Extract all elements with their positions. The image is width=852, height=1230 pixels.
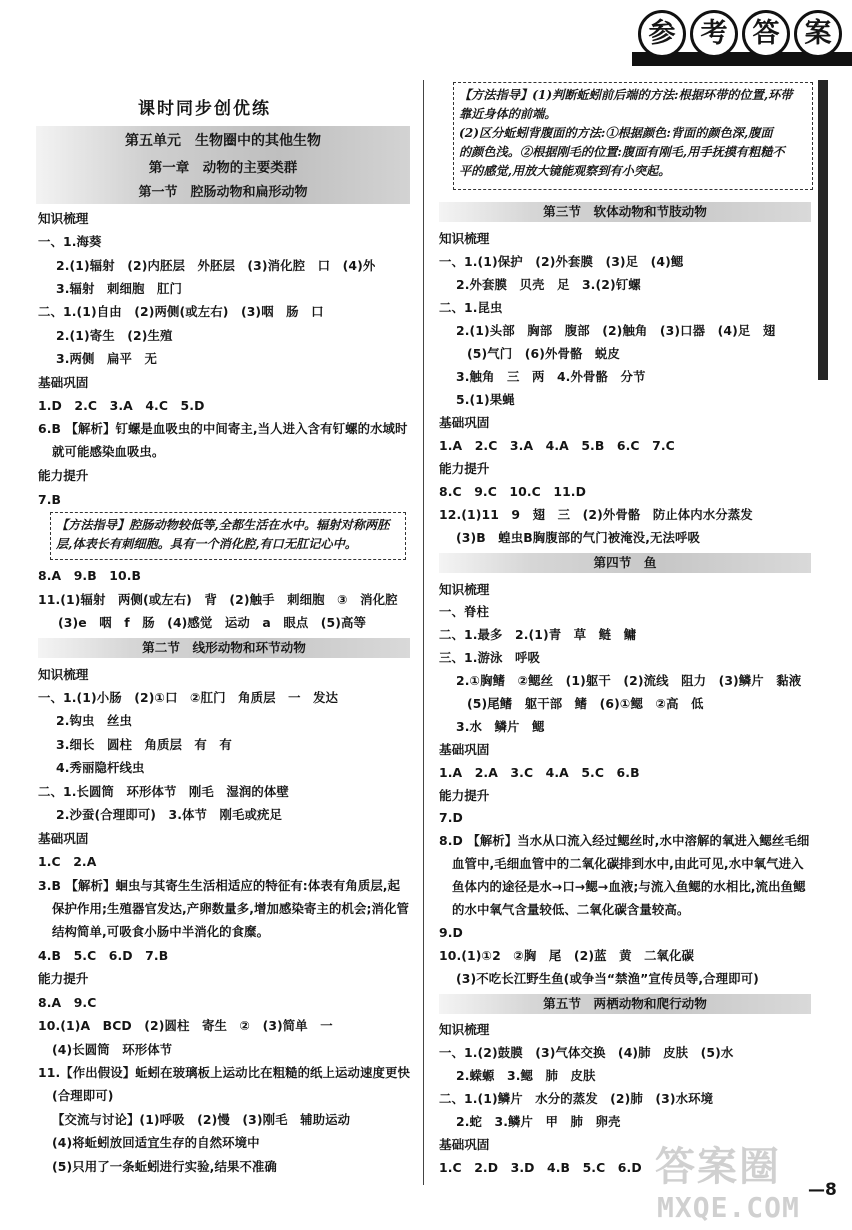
answer-line: 6.B 【解析】钉螺是血吸虫的中间寄主,当人进入含有钉螺的水域时: [38, 421, 408, 436]
banner-char: 考: [690, 10, 738, 58]
heading-basic: 基础巩固: [439, 742, 490, 757]
answer-banner: [632, 10, 852, 72]
watermark-url: MXQE.COM: [657, 1191, 800, 1224]
heading-knowledge: 知识梳理: [439, 231, 490, 246]
answer-line: 2.(1)辐射 (2)内胚层 外胚层 (3)消化腔 口 (4)外: [56, 258, 376, 273]
answer-line: 1.C 2.D 3.D 4.B 5.C 6.D: [439, 1160, 642, 1175]
answer-line: 1.D 2.C 3.A 4.C 5.D: [38, 398, 205, 413]
answer-line: 3.B 【解析】蛔虫与其寄生生活相适应的特征有:体表有角质层,起: [38, 878, 401, 893]
answer-line: 二、1.长圆筒 环形体节 刚毛 湿润的体壁: [38, 784, 289, 799]
banner-char: 案: [794, 10, 842, 58]
answer-line: 2.外套膜 贝壳 足 3.(2)钉螺: [456, 277, 641, 292]
answer-line: (3)B 蝗虫B胸腹部的气门被淹没,无法呼吸: [456, 530, 700, 545]
section-title: 第一节 腔肠动物和扁形动物: [138, 185, 308, 200]
method-tip-line: 【方法指导】腔肠动物较低等,全都生活在水中。辐射对称两胚: [56, 518, 390, 532]
answer-line: 1.A 2.A 3.C 4.A 5.C 6.B: [439, 765, 640, 780]
answer-line: (4)长圆筒 环形体节: [52, 1042, 173, 1057]
answer-line: 2.沙蚕(合理即可) 3.体节 刚毛或疣足: [56, 807, 282, 822]
answer-line: 就可能感染血吸虫。: [52, 444, 165, 459]
answer-line: (合理即可): [52, 1088, 114, 1103]
method-tip-line: (2)区分蚯蚓背腹面的方法:①根据颜色:背面的颜色深,腹面: [459, 126, 773, 140]
answer-line: 一、1.(1)保护 (2)外套膜 (3)足 (4)鳃: [439, 254, 684, 269]
banner-char: 答: [742, 10, 790, 58]
answer-line: (5)只用了一条蚯蚓进行实验,结果不准确: [52, 1159, 277, 1174]
heading-ability: 能力提升: [439, 461, 490, 476]
answer-line: (5)尾鳍 躯干部 鳍 (6)①鳃 ②高 低: [467, 696, 704, 711]
answer-line: 5.(1)果蝇: [456, 392, 515, 407]
section-band: 第三节 软体动物和节肢动物: [439, 202, 811, 222]
heading-ability: 能力提升: [38, 971, 89, 986]
answer-line: 血管中,毛细血管中的二氧化碳排到水中,由此可见,水中氧气进入: [452, 856, 804, 871]
answer-line: 2.蛇 3.鳞片 甲 肺 卵壳: [456, 1114, 621, 1129]
answer-line: 12.(1)11 9 翅 三 (2)外骨骼 防止体内水分蒸发: [439, 507, 753, 522]
answer-line: (3)不吃长江野生鱼(或争当“禁渔”宣传员等,合理即可): [456, 971, 759, 986]
heading-basic: 基础巩固: [38, 375, 89, 390]
answer-line: 一、脊柱: [439, 604, 489, 619]
answer-line: 11.【作出假设】蚯蚓在玻璃板上运动比在粗糙的纸上运动速度更快: [38, 1065, 410, 1080]
column-divider: [423, 80, 424, 1185]
answer-line: 7.B: [38, 492, 62, 507]
heading-ability: 能力提升: [439, 788, 490, 803]
answer-line: 鱼体内的途径是水→口→鳃→血液;与流入鱼鳃的水相比,流出鱼鳃: [452, 879, 806, 894]
method-tip-box: [453, 82, 813, 190]
heading-ability: 能力提升: [38, 468, 89, 483]
answer-line: (4)将蚯蚓放回适宜生存的自然环境中: [52, 1135, 260, 1150]
section-band: 第五节 两栖动物和爬行动物: [439, 994, 811, 1014]
answer-line: 1.A 2.C 3.A 4.A 5.B 6.C 7.C: [439, 438, 675, 453]
heading-basic: 基础巩固: [38, 831, 89, 846]
answer-line: 3.触角 三 两 4.外骨骼 分节: [456, 369, 646, 384]
answer-line: 2.(1)寄生 (2)生殖: [56, 328, 173, 343]
answer-line: 二、1.(1)自由 (2)两侧(或左右) (3)咽 肠 口: [38, 304, 324, 319]
answer-line: 2.钩虫 丝虫: [56, 713, 132, 728]
answer-line: 一、1.(1)小肠 (2)①口 ②肛门 角质层 一 发达: [38, 690, 339, 705]
unit-heading-box: [36, 126, 410, 204]
answer-line: 2.(1)头部 胸部 腹部 (2)触角 (3)口器 (4)足 翅: [456, 323, 776, 338]
method-tip-line: 【方法指导】(1)判断蚯蚓前后端的方法:根据环带的位置,环带: [459, 88, 793, 102]
answer-line: 一、1.海葵: [38, 234, 102, 249]
answer-line: 二、1.最多 2.(1)青 草 鲢 鳙: [439, 627, 637, 642]
method-tip-line: 靠近身体的前端。: [459, 107, 557, 121]
answer-line: 4.B 5.C 6.D 7.B: [38, 948, 169, 963]
answer-line: 结构简单,可吸食小肠中半消化的食糜。: [52, 924, 270, 939]
answer-line: 保护作用;生殖器官发达,产卵数量多,增加感染寄主的机会;消化管: [52, 901, 409, 916]
answer-line: 二、1.(1)鳞片 水分的蒸发 (2)肺 (3)水环境: [439, 1091, 714, 1106]
heading-basic: 基础巩固: [439, 415, 490, 430]
section-band: 第四节 鱼: [439, 553, 811, 573]
heading-knowledge: 知识梳理: [38, 667, 89, 682]
answer-line: 8.C 9.C 10.C 11.D: [439, 484, 586, 499]
chapter-title: 第一章 动物的主要类群: [148, 160, 298, 176]
answer-line: 2.蝾螈 3.鳃 肺 皮肤: [456, 1068, 596, 1083]
heading-knowledge: 知识梳理: [38, 211, 89, 226]
watermark-logo-text: 答案圈: [655, 1144, 781, 1190]
answer-line: 2.①胸鳍 ②鳃丝 (1)躯干 (2)流线 阻力 (3)鳞片 黏液: [456, 673, 802, 688]
banner-char: 参: [638, 10, 686, 58]
answer-line: 3.水 鳞片 鳃: [456, 719, 545, 734]
method-tip-line: 层,体表长有刺细胞。具有一个消化腔,有口无肛记心中。: [56, 537, 357, 551]
answer-line: 4.秀丽隐杆线虫: [56, 760, 145, 775]
page-number: —8: [808, 1180, 837, 1200]
answer-line: 3.两侧 扁平 无: [56, 351, 157, 366]
answer-line: 一、1.(2)鼓膜 (3)气体交换 (4)肺 皮肤 (5)水: [439, 1045, 734, 1060]
page-edge-shadow: [818, 80, 828, 380]
unit-title: 第五单元 生物圈中的其他生物: [125, 133, 321, 149]
answer-line: 8.A 9.C: [38, 995, 97, 1010]
answer-line: (5)气门 (6)外骨骼 蜕皮: [467, 346, 620, 361]
answer-line: 1.C 2.A: [38, 854, 97, 869]
answer-line: 3.辐射 刺细胞 肛门: [56, 281, 182, 296]
answer-line: 11.(1)辐射 两侧(或左右) 背 (2)触手 刺细胞 ③ 消化腔: [38, 592, 398, 607]
answer-line: 10.(1)①2 ②胸 尾 (2)蓝 黄 二氧化碳: [439, 948, 695, 963]
answer-line: 8.A 9.B 10.B: [38, 568, 142, 583]
answer-line: 二、1.昆虫: [439, 300, 503, 315]
method-tip-box: [50, 512, 406, 560]
answer-line: 9.D: [439, 925, 463, 940]
answer-line: 的水中氧气含量较低、二氧化碳含量较高。: [452, 902, 690, 917]
answer-line: 8.D 【解析】当水从口流入经过鳃丝时,水中溶解的氧进入鳃丝毛细: [439, 833, 810, 848]
page-title: 课时同步创优练: [138, 99, 271, 119]
heading-knowledge: 知识梳理: [439, 582, 490, 597]
answer-line: 7.D: [439, 810, 463, 825]
heading-knowledge: 知识梳理: [439, 1022, 490, 1037]
method-tip-line: 平的感觉,用放大镜能观察到有小突起。: [459, 164, 671, 178]
method-tip-line: 的颜色浅。②根据刚毛的位置:腹面有刚毛,用手抚摸有粗糙不: [459, 145, 785, 159]
answer-line: (3)e 咽 f 肠 (4)感觉 运动 a 眼点 (5)高等: [58, 615, 367, 630]
section-band: 第二节 线形动物和环节动物: [38, 638, 410, 658]
answer-line: 3.细长 圆柱 角质层 有 有: [56, 737, 232, 752]
answer-line: 【交流与讨论】(1)呼吸 (2)慢 (3)刚毛 辅助运动: [52, 1112, 351, 1127]
answer-line: 三、1.游泳 呼吸: [439, 650, 540, 665]
answer-line: 10.(1)A BCD (2)圆柱 寄生 ② (3)简单 一: [38, 1018, 333, 1033]
heading-basic: 基础巩固: [439, 1137, 490, 1152]
